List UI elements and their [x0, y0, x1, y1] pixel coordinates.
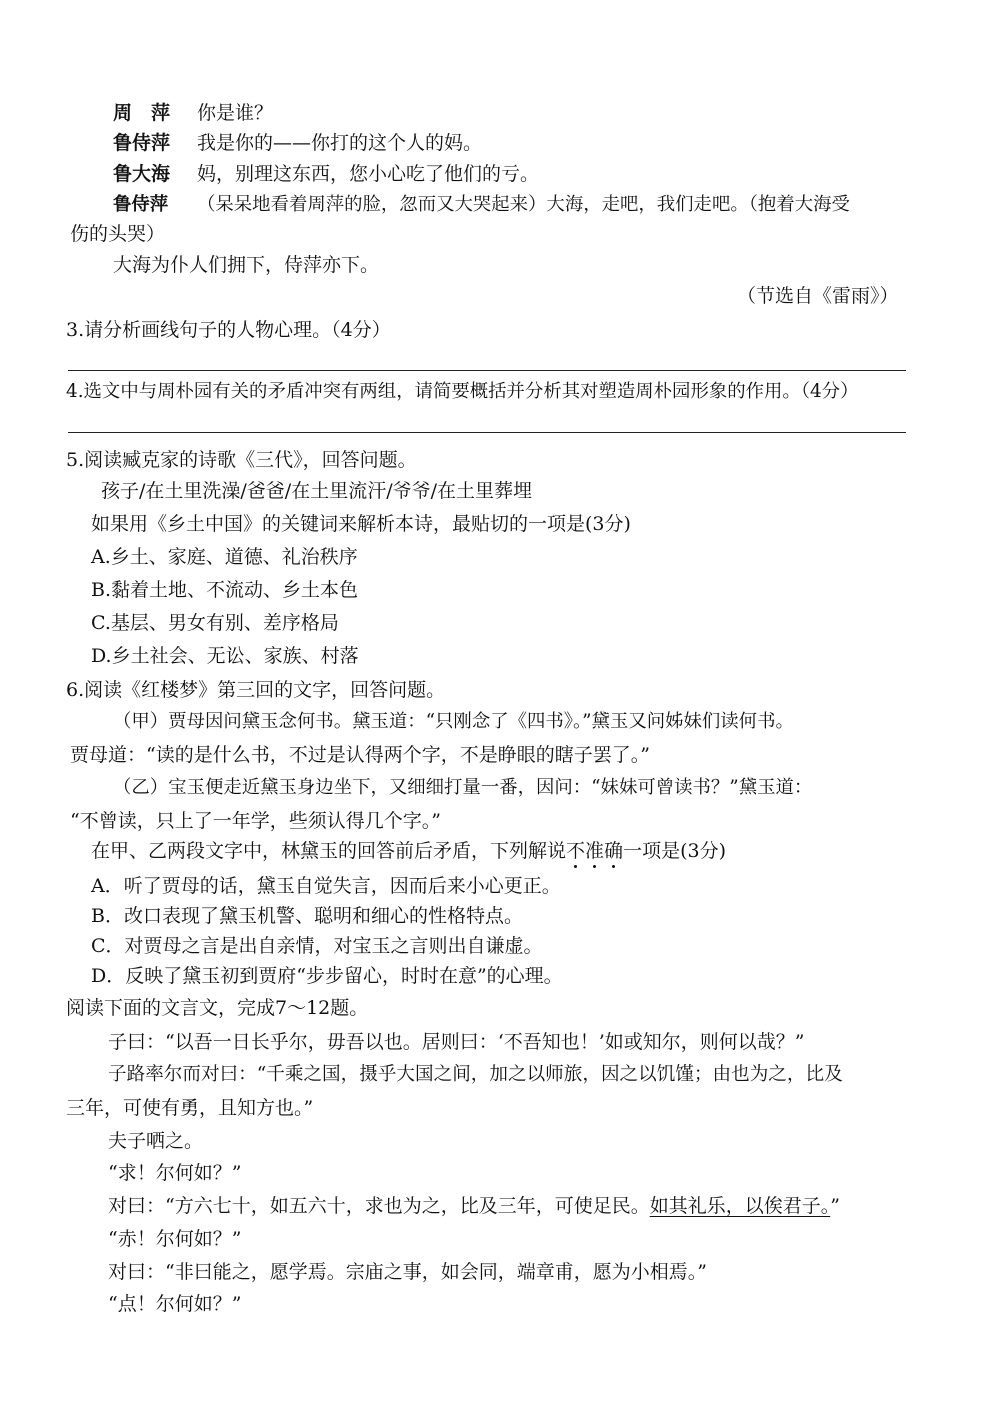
option-b[interactable]: B.黏着土地、不流动、乡土本色: [91, 579, 359, 601]
underlined-sentence: 如其礼乐，以俟君子。: [649, 1195, 831, 1217]
answer-line[interactable]: [68, 432, 906, 433]
option-d[interactable]: D.乡土社会、无讼、家族、村落: [91, 645, 359, 667]
dialogue: 妈，别理这东西，您小心吃了他们的亏。: [197, 163, 540, 185]
text: ”: [830, 1195, 840, 1217]
question-3: 3.请分析画线句子的人物心理。（4分）: [66, 319, 391, 341]
emphasis-char: 不: [566, 840, 586, 862]
classical-paragraph: 对曰：“非曰能之，愿学焉。宗庙之事，如会同，端章甫，愿为小相焉。”: [108, 1261, 707, 1283]
dialogue: （呆呆地看着周萍的脸，忽而又大哭起来）大海，走吧，我们走吧。（抱着大海受: [197, 194, 850, 215]
option-d[interactable]: D．反映了黛玉初到贾府“步步留心，时时在意”的心理。: [91, 965, 563, 987]
speaker: 鲁侍萍: [113, 132, 171, 154]
classical-paragraph: “赤！尔何如？”: [108, 1228, 242, 1250]
answer-line[interactable]: [68, 370, 906, 371]
speaker: 鲁侍萍: [113, 194, 169, 215]
option-c[interactable]: C．对贾母之言是出自亲情，对宝玉之言则出自谦虚。: [91, 935, 543, 957]
option-a[interactable]: A．听了贾母的话，黛玉自觉失言，因而后来小心更正。: [91, 875, 561, 897]
poem-text: 孩子/在土里洗澡/爸爸/在土里流汗/爷爷/在土里葬埋: [101, 480, 533, 502]
passage-yi-continued: “不曾读，只上了一年学，些须认得几个字。”: [70, 810, 441, 832]
speaker: 周 萍: [113, 102, 171, 124]
option-c[interactable]: C.基层、男女有别、差序格局: [91, 612, 339, 634]
classical-paragraph: “求！尔何如？”: [108, 1162, 242, 1184]
drama-line-continued: 伤的头哭）: [70, 223, 166, 245]
classical-paragraph: “点！尔何如？”: [108, 1293, 242, 1315]
classical-intro: 阅读下面的文言文，完成7～12题。: [66, 997, 369, 1019]
text: 对曰：“方六七十，如五六十，求也为之，比及三年，可使足民。: [108, 1195, 650, 1217]
question-6-stem: 6.阅读《红楼梦》第三回的文字，回答问题。: [66, 679, 446, 701]
dialogue: 我是你的——你打的这个人的妈。: [197, 132, 483, 154]
drama-line: [113, 101, 273, 125]
classical-paragraph: [108, 1194, 840, 1218]
speaker: 鲁大海: [113, 163, 171, 185]
source-note: （节选自《雷雨》）: [737, 285, 899, 307]
question-5-stem: 5.阅读臧克家的诗歌《三代》，回答问题。: [66, 449, 417, 471]
drama-line: [113, 162, 539, 186]
emphasis-text: [566, 840, 623, 862]
passage-jia-continued: 贾母道：“读的是什么书，不过是认得两个字，不是睁眼的瞎子罢了。”: [70, 744, 650, 766]
emphasis-char: 准: [585, 840, 605, 862]
option-b[interactable]: B．改口表现了黛玉机警、聪明和细心的性格特点。: [91, 905, 523, 927]
question-5-question: 如果用《乡土中国》的关键词来解析本诗，最贴切的一项是(3分): [91, 513, 631, 535]
drama-line: [113, 131, 482, 155]
question-6-question: [91, 839, 726, 863]
passage-yi: （乙）宝玉便走近黛玉身边坐下，又细细打量一番，因问：“妹妹可曾读书？”黛玉道：: [113, 777, 813, 798]
classical-paragraph: 子曰：“以吾一日长乎尔，毋吾以也。居则曰：‘不吾知也！’如或知尔，则何以哉？”: [108, 1031, 805, 1053]
drama-line: [113, 193, 850, 217]
classical-paragraph-continued: 三年，可使有勇，且知方也。”: [66, 1097, 314, 1119]
option-a[interactable]: A.乡土、家庭、道德、礼治秩序: [91, 546, 358, 568]
dialogue: 你是谁？: [197, 102, 274, 124]
question-text-end: 一项是(3分): [623, 840, 726, 862]
passage-jia: （甲）贾母因问黛玉念何书。黛玉道：“只刚念了《四书》。”黛玉又问姊妹们读何书。: [113, 711, 794, 732]
question-4: 4.选文中与周朴园有关的矛盾冲突有两组，请简要概括并分析其对塑造周朴园形象的作用。（4分）: [66, 381, 859, 402]
stage-direction: 大海为仆人们拥下，侍萍亦下。: [113, 254, 380, 276]
classical-paragraph: 子路率尔而对曰：“千乘之国，摄乎大国之间，加之以师旅，因之以饥馑；由也为之，比及: [108, 1064, 843, 1085]
question-text: 在甲、乙两段文字中，林黛玉的回答前后矛盾，下列解说: [91, 840, 567, 862]
emphasis-char: 确: [604, 840, 624, 862]
classical-paragraph: 夫子哂之。: [108, 1130, 204, 1152]
